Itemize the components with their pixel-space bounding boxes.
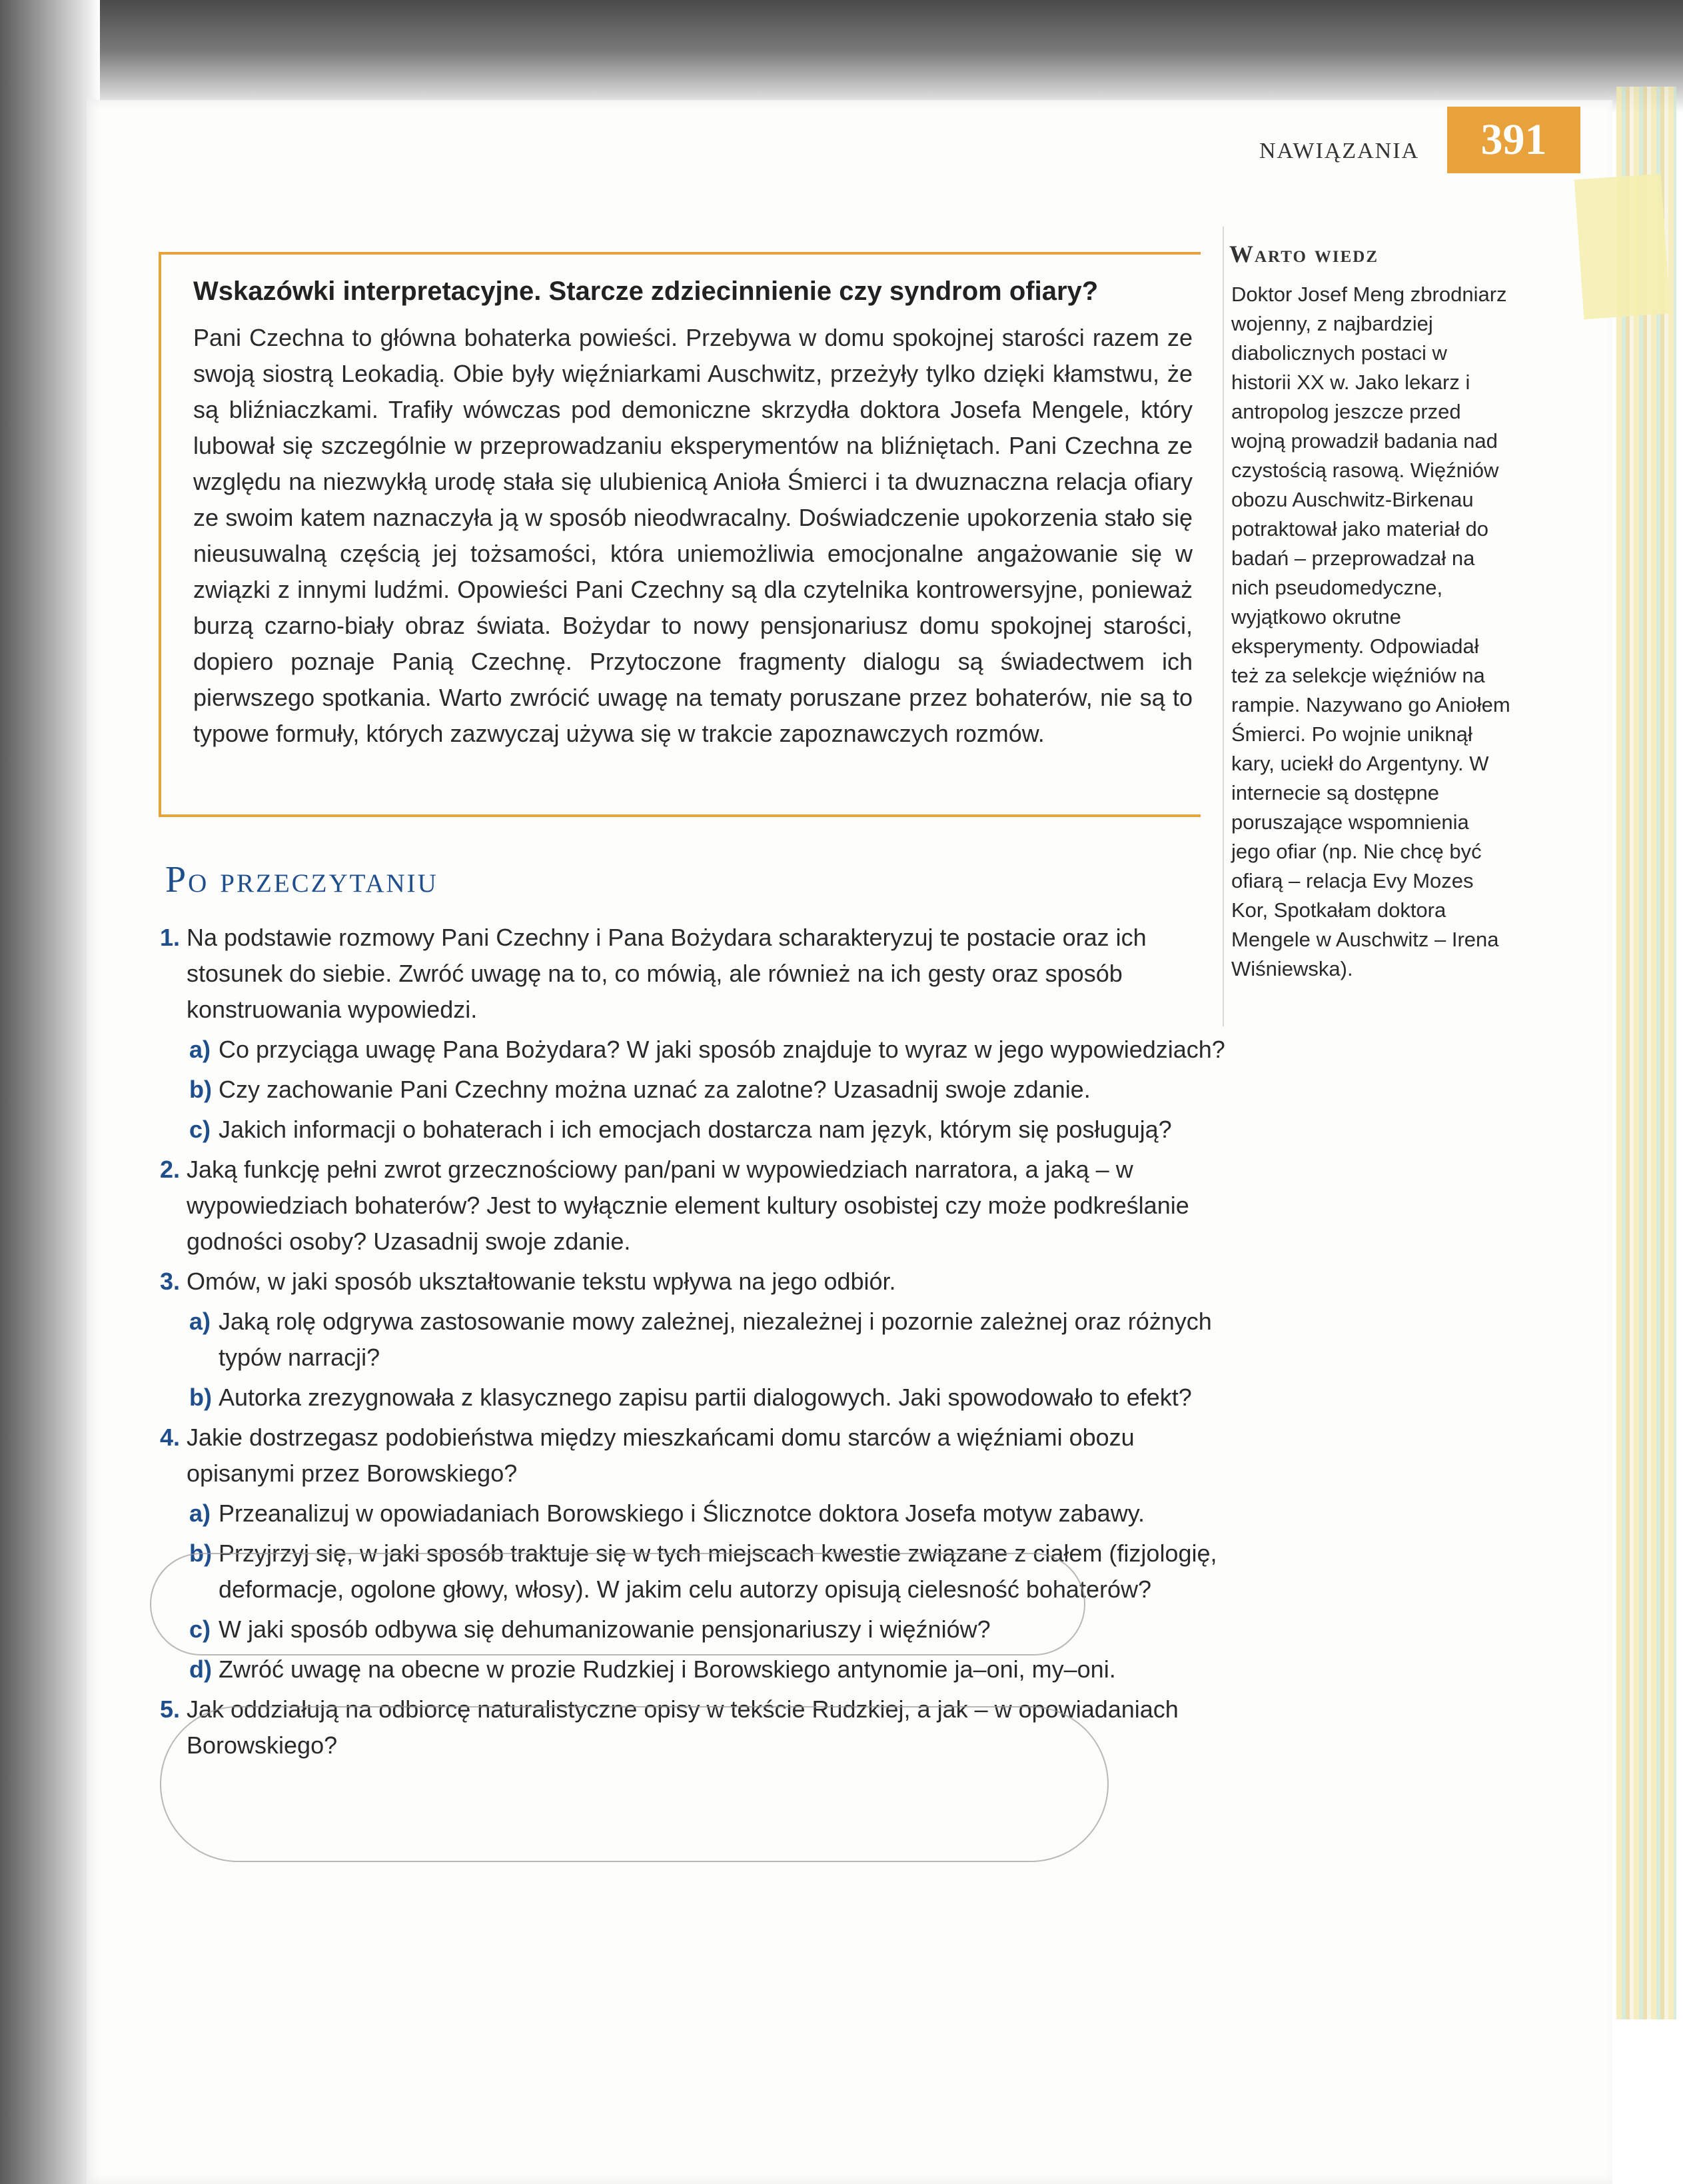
after-reading-title: Po przeczytaniu bbox=[165, 859, 438, 900]
question-number: 1. bbox=[160, 924, 181, 951]
sub-question-text: Autorka zrezygnowała z klasycznego zapisu partii dialogowych. Jaki spowodowało to efekt? bbox=[219, 1384, 1192, 1411]
question bbox=[160, 1264, 1226, 1300]
question bbox=[160, 1420, 1226, 1492]
sub-question-letter: a) bbox=[189, 1500, 211, 1527]
sub-question-text: Jakich informacji o bohaterach i ich emocjach dostarcza nam język, którym się posługują? bbox=[219, 1116, 1172, 1143]
question-number: 2. bbox=[160, 1156, 181, 1183]
sub-question bbox=[160, 1651, 1226, 1687]
question-text: Jaką funkcję pełni zwrot grzecznościowy pan/pani w wypowiedziach narratora, a jaką – w wypowiedziach bohaterów? Jest to wyłącznie element kultury osobistej czy może podkreślanie godności osoby? Uzasadnij swoje zdanie. bbox=[187, 1156, 1189, 1255]
sub-question-letter: b) bbox=[189, 1384, 212, 1411]
scan-shadow-left bbox=[0, 0, 100, 2184]
sticky-note bbox=[1574, 174, 1670, 320]
question bbox=[160, 1152, 1226, 1260]
question-text: Jak oddziałują na odbiorcę naturalistyczne opisy w tekście Rudzkiej, a jak – w opowiadaniach Borowskiego? bbox=[187, 1695, 1179, 1759]
sub-question-letter: c) bbox=[189, 1116, 211, 1143]
sub-question-letter: a) bbox=[189, 1308, 211, 1335]
sub-question-text: Czy zachowanie Pani Czechny można uznać za zalotne? Uzasadnij swoje zdanie. bbox=[219, 1076, 1091, 1103]
sub-question-letter: b) bbox=[189, 1540, 212, 1567]
sub-question bbox=[160, 1496, 1226, 1532]
sidebar-divider bbox=[1223, 227, 1224, 1026]
sub-question-text: Jaką rolę odgrywa zastosowanie mowy zależnej, niezależnej i pozornie zależnej oraz różnych typów narracji? bbox=[219, 1308, 1212, 1371]
sub-question-letter: d) bbox=[189, 1655, 212, 1683]
question-number: 4. bbox=[160, 1424, 181, 1451]
sub-question bbox=[160, 1380, 1226, 1416]
sidebar-title: Warto wiedz bbox=[1229, 241, 1379, 267]
sub-question-text: Przyjrzyj się, w jaki sposób traktuje się w tych miejscach kwestie związane z ciałem (fizjologię, deformacje, ogolone głowy, włosy). W jakim celu autorzy opisują cielesność bohaterów? bbox=[219, 1540, 1217, 1603]
sub-question bbox=[160, 1304, 1226, 1376]
section-label: NAWIĄZANIA bbox=[1259, 139, 1420, 163]
sub-question-text: Zwróć uwagę na obecne w prozie Rudzkiej i Borowskiego antynomie ja–oni, my–oni. bbox=[219, 1655, 1116, 1683]
question-number: 3. bbox=[160, 1268, 181, 1295]
scan-shadow-top bbox=[0, 0, 1683, 113]
sub-question-text: Przeanalizuj w opowiadaniach Borowskiego i Ślicznotce doktora Josefa motyw zabawy. bbox=[219, 1500, 1145, 1527]
hints-title: Wskazówki interpretacyjne. Starcze zdziecinnienie czy syndrom ofiary? bbox=[193, 277, 1099, 306]
question bbox=[160, 920, 1226, 1028]
question-text: Omów, w jaki sposób ukształtowanie tekstu wpływa na jego odbiór. bbox=[187, 1268, 896, 1295]
question-text: Na podstawie rozmowy Pani Czechny i Pana Bożydara scharakteryzuj te postacie oraz ich stosunek do siebie. Zwróć uwagę na to, co mówią, ale również na ich gesty oraz sposób konstruowania wypowiedzi. bbox=[187, 924, 1147, 1023]
question-number: 5. bbox=[160, 1695, 181, 1723]
sidebar-body: Doktor Josef Meng zbrodniarz wojenny, z najbardziej diabolicznych postaci w historii XX w. Jako lekarz i antropolog jeszcze przed wojną prowadził badania nad czystością rasową. Więźniów obozu Auschwitz-Birkenau potraktował jako materiał do badań – przeprowadzał na nich pseudomedyczne, wyjątkowo okrutne eksperymenty. Odpowiadał też za selekcje więźniów na rampie. Nazywano go Aniołem Śmierci. Po wojnie uniknął kary, uciekł do Argentyny. W internecie są dostępne poruszające wspomnienia jego ofiar (np. Nie chcę być ofiarą – relacja Evy Mozes Kor, Spotkałam doktora Mengele w Auschwitz – Irena Wiśniewska). bbox=[1231, 283, 1510, 980]
page-edge-tabs bbox=[1616, 87, 1676, 2019]
sub-question-letter: a) bbox=[189, 1036, 211, 1063]
pencil-circle-mark bbox=[150, 1553, 1085, 1655]
sub-question bbox=[160, 1032, 1226, 1068]
page-number: 391 bbox=[1447, 107, 1580, 173]
pencil-circle-mark bbox=[160, 1706, 1109, 1862]
sub-question-letter: b) bbox=[189, 1076, 212, 1103]
sub-question-letter: c) bbox=[189, 1616, 211, 1643]
sub-question bbox=[160, 1112, 1226, 1148]
sub-question-text: W jaki sposób odbywa się dehumanizowanie pensjonariuszy i więźniów? bbox=[219, 1616, 991, 1643]
sub-question-text: Co przyciąga uwagę Pana Bożydara? W jaki sposób znajduje to wyraz w jego wypowiedziach? bbox=[219, 1036, 1225, 1063]
sub-question bbox=[160, 1072, 1226, 1108]
hints-body: Pani Czechna to główna bohaterka powieści. Przebywa w domu spokojnej starości razem ze swoją siostrą Leokadią. Obie były więźniarkami Auschwitz, przeżyły tylko dzięki kłamstwu, że są bliźniaczkami. Trafiły wówczas pod demoniczne skrzydła doktora Josefa Mengele, który lubował się szczególnie w przeprowadzaniu eksperymentów na bliźniętach. Pani Czechna ze względu na niezwykłą urodę stała się ulubienicą Anioła Śmierci i ta dwuznaczna relacja ofiary ze swoim katem naznaczyła ją w sposób nieodwracalny. Doświadczenie upokorzenia stało się nieusuwalną częścią jej tożsamości, która uniemożliwia emocjonalne angażowanie się w związki z innymi ludźmi. Opowieści Pani Czechny są dla czytelnika kontrowersyjne, ponieważ burzą czarno-biały obraz świata. Bożydar to nowy pensjonariusz domu spokojnej starości, dopiero poznaje Panią Czechnę. Przytoczone fragmenty dialogu są świadectwem ich pierwszego spotkania. Warto zwrócić uwagę na tematy poruszane przez bohaterów, nie są to typowe formuły, których zazwyczaj używa się w trakcie zapoznawczych rozmów. bbox=[193, 324, 1193, 747]
question-text: Jakie dostrzegasz podobieństwa między mieszkańcami domu starców a więźniami obozu opisanymi przez Borowskiego? bbox=[187, 1424, 1135, 1487]
